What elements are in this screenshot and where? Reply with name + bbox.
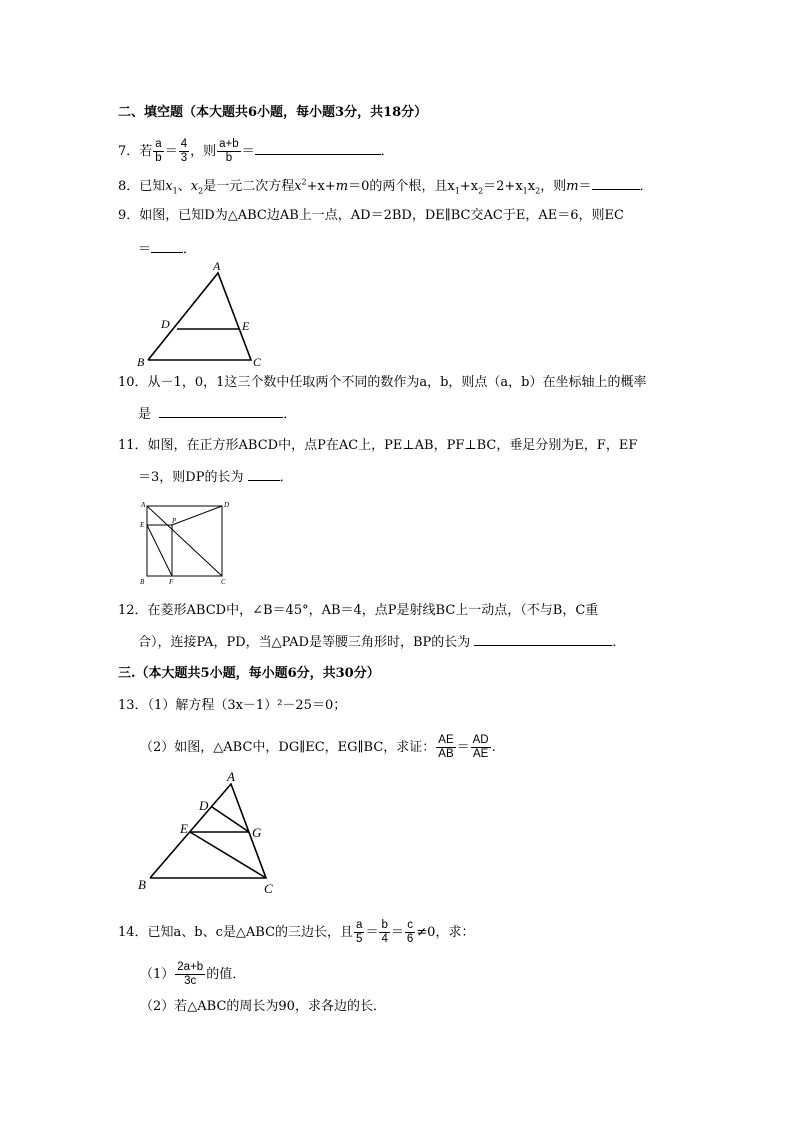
denominator: 3c bbox=[184, 975, 197, 987]
equals: ＝ bbox=[456, 740, 470, 755]
label-c: C bbox=[221, 578, 226, 586]
numerator: AE bbox=[438, 734, 454, 746]
question-9-line-1 bbox=[118, 207, 624, 225]
fraction-a-over-5 bbox=[354, 919, 364, 946]
denominator: AE bbox=[472, 748, 489, 760]
numerator: a bbox=[155, 138, 162, 150]
figure-triangle-abc-degc bbox=[130, 766, 290, 898]
var: x bbox=[294, 179, 302, 194]
answer-blank[interactable] bbox=[592, 177, 640, 190]
numerator: a bbox=[356, 919, 363, 931]
question-8 bbox=[118, 177, 653, 196]
numerator: a+b bbox=[219, 138, 239, 150]
period: ． bbox=[639, 179, 653, 194]
question-11-line-1 bbox=[118, 437, 637, 455]
fraction-4-over-3 bbox=[179, 138, 189, 165]
text: 是一元二次方程 bbox=[203, 179, 295, 194]
question-text: 如图，在正方形ABCD中，点P在AC上，PE⊥AB，PF⊥BC，垂足分别为E，F，EF bbox=[147, 438, 638, 453]
fraction-a-over-b bbox=[153, 138, 163, 165]
question-14-part-2 bbox=[140, 998, 386, 1016]
question-number: 8． bbox=[118, 179, 140, 194]
question-7 bbox=[118, 138, 394, 165]
denominator: b bbox=[225, 152, 233, 164]
label-g: G bbox=[252, 825, 262, 840]
denominator: 4 bbox=[381, 933, 388, 945]
equals: ＝ bbox=[164, 144, 178, 159]
period: . bbox=[491, 740, 496, 755]
text: ，则 bbox=[190, 144, 217, 159]
label-b: B bbox=[138, 877, 146, 892]
question-number: 14． bbox=[118, 925, 148, 940]
answer-blank[interactable] bbox=[151, 240, 183, 253]
label-d: D bbox=[199, 798, 209, 813]
question-text: 在菱形ABCD中，∠B＝45°，AB＝4，点P是射线BC上一动点，（不与B，C重 bbox=[147, 603, 599, 618]
diagonal-ac bbox=[147, 506, 222, 576]
segment-ef bbox=[147, 525, 172, 576]
question-10-line-2 bbox=[138, 405, 296, 424]
question-number: 7． bbox=[118, 144, 140, 159]
text: ＝ bbox=[138, 242, 152, 257]
answer-blank[interactable] bbox=[255, 142, 381, 155]
question-text: 的值． bbox=[206, 967, 246, 982]
denominator: AB bbox=[438, 748, 454, 760]
fraction-a-plus-b-over-b bbox=[217, 138, 241, 165]
text: 的两个根，且 bbox=[369, 179, 448, 194]
text: ＝0 bbox=[348, 179, 370, 194]
answer-blank[interactable] bbox=[248, 468, 280, 481]
text: 已知 bbox=[139, 179, 166, 194]
var: x bbox=[190, 179, 199, 194]
question-14-part-1 bbox=[140, 961, 245, 988]
section-heading-fill-in: 二、填空题（本大题共6小题，每小题3分，共18分） bbox=[118, 105, 428, 120]
question-10-line-1 bbox=[118, 374, 647, 392]
var: x bbox=[165, 179, 173, 194]
label-c: C bbox=[253, 355, 262, 369]
question-13-part-2 bbox=[140, 734, 496, 761]
text: 是 bbox=[138, 407, 152, 422]
question-text: ≠0，求： bbox=[416, 925, 475, 940]
label-a: A bbox=[227, 769, 235, 784]
period: ． bbox=[612, 635, 626, 650]
label-d: D bbox=[161, 317, 170, 331]
text: +x+ bbox=[306, 179, 336, 194]
label-c: C bbox=[264, 881, 273, 896]
var: x bbox=[527, 179, 536, 194]
text: +x bbox=[459, 179, 479, 194]
label-p: P bbox=[172, 517, 177, 525]
denominator: 6 bbox=[406, 933, 414, 945]
sup: 2 bbox=[301, 177, 307, 187]
denominator: 5 bbox=[356, 933, 363, 945]
figure-square-abcd bbox=[136, 498, 236, 588]
text: ＝2+x bbox=[483, 179, 523, 194]
question-13-part-1 bbox=[118, 697, 346, 715]
numerator: 2a+b bbox=[177, 961, 204, 973]
numerator: AD bbox=[472, 734, 489, 746]
label-a: A bbox=[213, 259, 221, 273]
question-12-line-2 bbox=[138, 633, 625, 652]
label-f: F bbox=[169, 578, 174, 586]
period: ． bbox=[380, 144, 394, 159]
question-text: （1）解方程（3x－1）²－25＝0； bbox=[147, 698, 347, 713]
equals: ＝ bbox=[390, 925, 404, 940]
fraction-ad-over-ae bbox=[471, 734, 491, 761]
label-a: A bbox=[141, 501, 146, 509]
question-text: 从－1，0，1这三个数中任取两个不同的数作为a，b，则点（a，b）在坐标轴上的概率 bbox=[147, 375, 647, 390]
question-text: （2）若△ABC的周长为90，求各边的长． bbox=[140, 999, 386, 1014]
period: ． bbox=[283, 407, 297, 422]
text: ＝3，则DP的长为 bbox=[138, 470, 244, 485]
fraction-ae-over-ab bbox=[436, 734, 455, 761]
part-label: （1） bbox=[140, 967, 175, 982]
question-14 bbox=[118, 919, 474, 946]
fraction-2a-plus-b-over-3c bbox=[175, 961, 205, 988]
question-number: 9． bbox=[118, 208, 140, 223]
question-11-line-2 bbox=[138, 468, 293, 487]
equals: ＝ bbox=[241, 144, 255, 159]
sub: 2 bbox=[478, 186, 484, 196]
sub: 2 bbox=[198, 186, 204, 196]
label-b: B bbox=[140, 578, 145, 586]
question-number: 12． bbox=[118, 603, 148, 618]
label-e: E bbox=[140, 521, 145, 529]
text: 、 bbox=[177, 179, 191, 194]
section-heading-problems: 三.（本大题共5小题，每小题6分，共30分） bbox=[118, 666, 380, 681]
sub: 1 bbox=[172, 186, 178, 196]
sub: 1 bbox=[522, 186, 528, 196]
denominator: 3 bbox=[180, 152, 188, 164]
var: m bbox=[335, 179, 349, 194]
sub: 1 bbox=[454, 186, 460, 196]
numerator: c bbox=[405, 919, 415, 933]
answer-blank[interactable] bbox=[474, 633, 612, 646]
denominator: b bbox=[155, 152, 162, 164]
question-number: 11． bbox=[118, 438, 148, 453]
label-e: E bbox=[180, 821, 188, 836]
period: ． bbox=[183, 242, 197, 257]
label-d: D bbox=[224, 501, 230, 509]
var: m bbox=[566, 179, 579, 194]
question-text: 如图，已知D为△ABC边AB上一点，AD＝2BD，DE∥BC交AC于E，AE＝6，则EC bbox=[139, 208, 624, 223]
question-number: 13． bbox=[118, 698, 148, 713]
question-text: （2）如图，△ABC中，DG∥EC，EG∥BC，求证： bbox=[140, 740, 436, 755]
text: 合），连接PA，PD，当△PAD是等腰三角形时，BP的长为 bbox=[138, 635, 471, 650]
numerator: 4 bbox=[180, 138, 188, 150]
question-text: 已知a、b、c是△ABC的三边长，且 bbox=[147, 925, 354, 940]
equals: ＝ bbox=[578, 179, 592, 194]
fraction-c-over-6 bbox=[405, 919, 415, 946]
fraction-b-over-4 bbox=[379, 919, 389, 946]
figure-triangle-abc-de bbox=[130, 258, 270, 370]
question-number: 10． bbox=[118, 375, 148, 390]
text: 若 bbox=[139, 144, 153, 159]
period: ． bbox=[279, 470, 293, 485]
question-9-line-2 bbox=[138, 240, 196, 259]
numerator: b bbox=[381, 919, 388, 931]
answer-blank[interactable] bbox=[159, 405, 283, 418]
text: ，则 bbox=[540, 179, 567, 194]
segment-dp bbox=[172, 506, 222, 525]
var: x bbox=[447, 179, 455, 194]
equals: ＝ bbox=[365, 925, 379, 940]
question-12-line-1 bbox=[118, 602, 598, 620]
label-e: E bbox=[242, 319, 250, 333]
sub: 2 bbox=[535, 186, 541, 196]
label-b: B bbox=[137, 355, 145, 369]
